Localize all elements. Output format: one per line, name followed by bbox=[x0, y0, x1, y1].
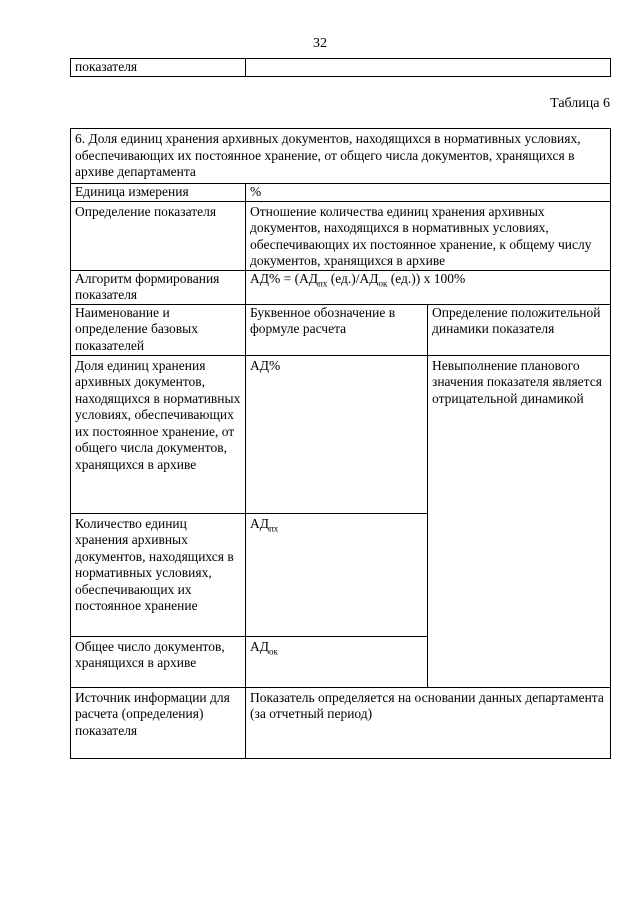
dynamics-definition: Невыполнение планового значения показателя является отрицательной динамикой bbox=[428, 355, 611, 687]
unit-label: Единица измерения bbox=[71, 184, 246, 202]
source-value: Показатель определяется на основании данных департамента (за отчетный период) bbox=[246, 687, 611, 758]
formula-part-1: АД% = (АД bbox=[250, 270, 319, 286]
header-positive-dynamics: Определение положительной динамики показателя bbox=[428, 304, 611, 355]
symbol-main: АД bbox=[250, 515, 269, 531]
fragment-cell-right bbox=[246, 59, 611, 77]
header-letter-designation: Буквенное обозначение в формуле расчета bbox=[246, 304, 428, 355]
base-indicator-name: Общее число документов, хранящихся в архиве bbox=[71, 636, 246, 687]
definition-value: Отношение количества единиц хранения архивных документов, находящихся в нормативных условиях, обеспечивающих их постоянное хранение, к общему числу документов, хранящихся в архиве bbox=[246, 201, 611, 270]
page-number: 32 bbox=[313, 36, 327, 51]
unit-value: % bbox=[246, 184, 611, 202]
symbol-main: АД bbox=[250, 638, 269, 654]
base-indicator-name: Количество единиц хранения архивных документов, находящихся в нормативных условиях, обеспечивающих их постоянное хранение bbox=[71, 513, 246, 636]
base-indicator-name: Доля единиц хранения архивных документов, находящихся в нормативных условиях, обеспечивающих их постоянное хранение, от общего числа документов, хранящихся в архиве bbox=[71, 355, 246, 513]
algorithm-label: Алгоритм формирования показателя bbox=[71, 270, 246, 304]
base-indicator-symbol bbox=[246, 355, 428, 513]
table-caption: Таблица 6 bbox=[550, 96, 610, 111]
formula-part-2: (ед.)/АД bbox=[327, 270, 379, 286]
symbol-sub: ок bbox=[268, 646, 278, 657]
indicator-title: 6. Доля единиц хранения архивных документов, находящихся в нормативных условиях, обеспечивающих их постоянное хранение, от общего числа документов, хранящихся в архиве департамента bbox=[71, 129, 611, 184]
continued-table-fragment bbox=[70, 58, 611, 77]
base-indicator-symbol bbox=[246, 513, 428, 636]
base-indicator-symbol bbox=[246, 636, 428, 687]
formula-sub-1: пх bbox=[318, 278, 328, 289]
formula-sub-2: ок bbox=[378, 278, 388, 289]
symbol-main: АД% bbox=[250, 357, 281, 373]
header-base-indicators: Наименование и определение базовых показателей bbox=[71, 304, 246, 355]
indicator-table bbox=[70, 128, 611, 759]
formula-part-3: (ед.)) x 100% bbox=[387, 270, 466, 286]
symbol-sub: пх bbox=[268, 523, 279, 534]
definition-label: Определение показателя bbox=[71, 201, 246, 270]
fragment-cell-left: показателя bbox=[71, 59, 246, 77]
algorithm-formula bbox=[246, 270, 611, 304]
source-label: Источник информации для расчета (определения) показателя bbox=[71, 687, 246, 758]
